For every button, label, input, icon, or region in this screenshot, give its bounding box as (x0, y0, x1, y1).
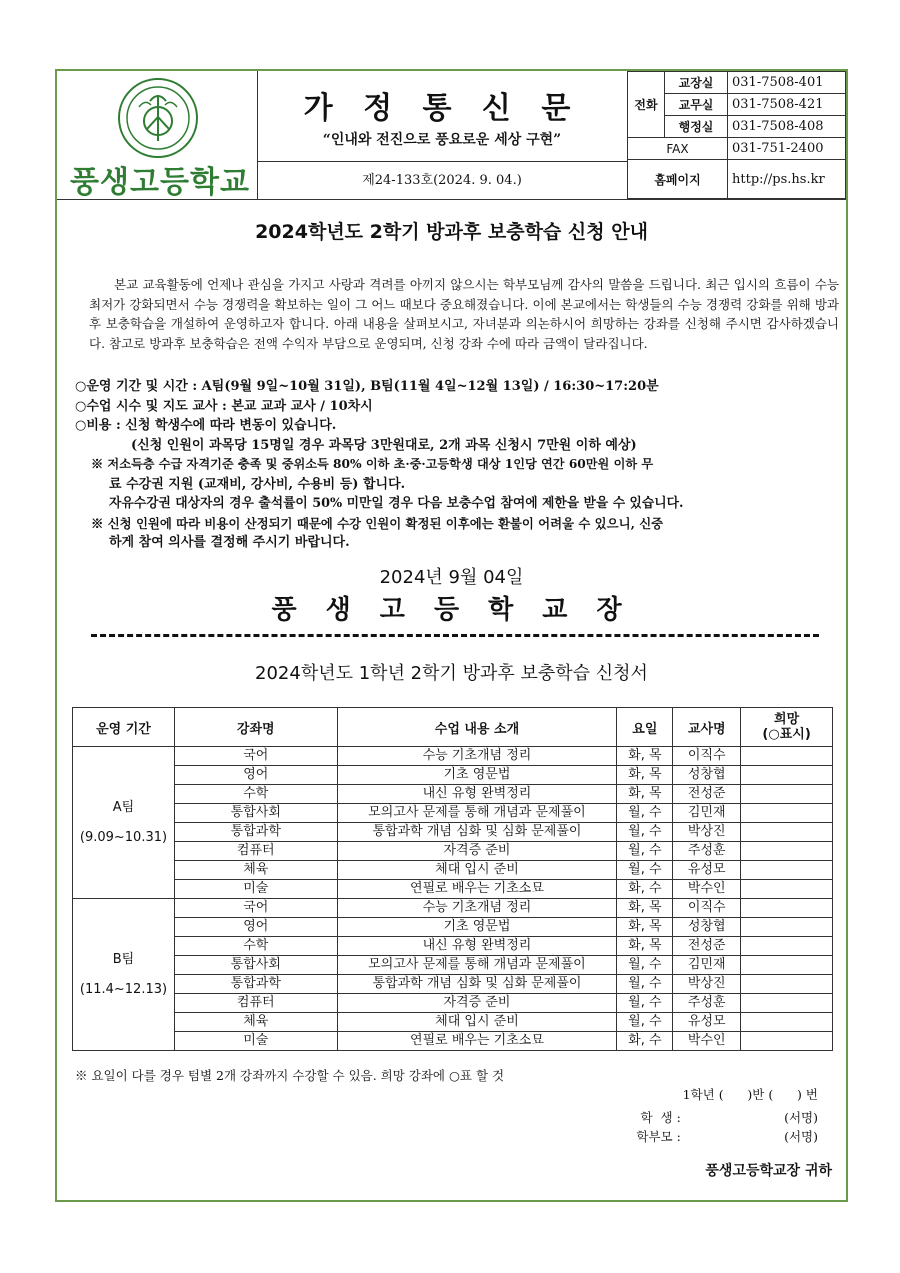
class-number-line: 1학년 ( )반 ( ) 번 (682, 1087, 818, 1102)
course-teacher: 유성모 (673, 1013, 741, 1032)
course-subject: 국어 (174, 747, 337, 766)
course-days: 화, 수 (617, 1032, 673, 1051)
course-days: 월, 수 (617, 861, 673, 880)
course-teacher: 유성모 (673, 861, 741, 880)
team-date-range: (9.09~10.31) (79, 829, 168, 845)
table-row (73, 804, 833, 823)
wish-mark-cell[interactable] (741, 842, 833, 861)
course-days: 월, 수 (617, 842, 673, 861)
course-teacher: 성창협 (673, 918, 741, 937)
course-content: 체대 입시 준비 (337, 861, 617, 880)
school-motto: “인내와 전진으로 풍요로운 세상 구현” (322, 132, 562, 148)
course-teacher: 성창협 (673, 766, 741, 785)
wish-mark-cell[interactable] (741, 956, 833, 975)
course-content: 수능 기초개념 정리 (337, 747, 617, 766)
table-row (73, 861, 833, 880)
course-teacher: 박수인 (673, 1032, 741, 1051)
wish-mark-cell[interactable] (741, 975, 833, 994)
course-days: 화, 목 (617, 918, 673, 937)
contact-label: 행정실 (665, 116, 728, 138)
school-seal-icon (117, 77, 199, 159)
table-header-row (73, 708, 833, 747)
contact-table (627, 71, 846, 199)
school-logo-area (57, 71, 258, 199)
wish-mark-cell[interactable] (741, 994, 833, 1013)
wish-mark-cell[interactable] (741, 861, 833, 880)
course-content: 기초 영문법 (337, 918, 617, 937)
course-days: 화, 목 (617, 785, 673, 804)
column-header: 교사명 (673, 708, 741, 747)
issue-date: 2024년 9월 04일 (379, 567, 524, 588)
course-days: 월, 수 (617, 823, 673, 842)
course-content: 체대 입시 준비 (337, 1013, 617, 1032)
title-area (257, 71, 628, 199)
wish-mark-cell[interactable] (741, 785, 833, 804)
column-header: 수업 내용 소개 (337, 708, 617, 747)
team-name: A팀 (112, 799, 135, 815)
course-content: 연필로 배우는 기초소묘 (337, 1032, 617, 1051)
contact-label: 교장실 (665, 72, 728, 94)
course-teacher: 전성준 (673, 785, 741, 804)
course-days: 화, 목 (617, 747, 673, 766)
form-title: 2024학년도 1학년 2학기 방과후 보충학습 신청서 (255, 663, 648, 684)
course-content: 모의고사 문제를 통해 개념과 문제풀이 (337, 804, 617, 823)
principal-name: 풍 생 고 등 학 교 장 (271, 595, 632, 625)
course-subject: 수학 (174, 937, 337, 956)
course-teacher: 박수인 (673, 880, 741, 899)
course-content: 내신 유형 완벽정리 (337, 937, 617, 956)
wish-mark-cell[interactable] (741, 880, 833, 899)
course-content: 기초 영문법 (337, 766, 617, 785)
course-days: 월, 수 (617, 1013, 673, 1032)
course-subject: 미술 (174, 1032, 337, 1051)
table-row (73, 785, 833, 804)
column-header: 운영 기간 (73, 708, 175, 747)
course-days: 월, 수 (617, 975, 673, 994)
table-row (73, 937, 833, 956)
course-content: 통합과학 개념 심화 및 심화 문제풀이 (337, 975, 617, 994)
course-teacher: 전성준 (673, 937, 741, 956)
column-header: 희망 (○표시) (741, 708, 833, 747)
contact-box (627, 71, 846, 199)
table-row (73, 842, 833, 861)
fax-label: FAX (628, 138, 728, 160)
course-teacher: 주성훈 (673, 842, 741, 861)
team-date-range: (11.4~12.13) (79, 981, 168, 997)
notice-title: 2024학년도 2학기 방과후 보충학습 신청 안내 (255, 221, 648, 243)
document-frame (55, 69, 848, 1202)
course-content: 모의고사 문제를 통해 개념과 문제풀이 (337, 956, 617, 975)
column-header: 강좌명 (174, 708, 337, 747)
wish-mark-cell[interactable] (741, 823, 833, 842)
course-subject: 수학 (174, 785, 337, 804)
voucher-note-cont: 료 수강권 지원 (교재비, 강사비, 수용비 등) 합니다. (109, 476, 406, 492)
wish-mark-cell[interactable] (741, 747, 833, 766)
table-row (73, 747, 833, 766)
issue-number: 제24-133호(2024. 9. 04.) (257, 161, 627, 200)
cost-detail: (신청 인원이 과목당 15명일 경우 과목당 3만원대로, 2개 과목 신청시 7만원 이하 예상) (131, 437, 637, 453)
homepage-link[interactable]: http://ps.hs.kr (728, 160, 846, 199)
homepage-label: 홈페이지 (628, 160, 728, 199)
course-teacher: 박상진 (673, 975, 741, 994)
course-content: 통합과학 개념 심화 및 심화 문제풀이 (337, 823, 617, 842)
team-period-cell (73, 747, 175, 899)
table-row (73, 899, 833, 918)
table-row (73, 956, 833, 975)
course-content: 수능 기초개념 정리 (337, 899, 617, 918)
table-row (73, 918, 833, 937)
team-period-cell (73, 899, 175, 1051)
contact-value: 031-7508-401 (728, 72, 846, 94)
cut-line (91, 634, 819, 637)
table-row (73, 766, 833, 785)
course-subject: 영어 (174, 918, 337, 937)
course-teacher: 이직수 (673, 899, 741, 918)
phone-label: 전화 (628, 72, 665, 138)
refund-note-cont: 하게 참여 의사를 결정해 주시기 바랍니다. (109, 535, 350, 550)
voucher-note: ※ 저소득층 수급 자격기준 충족 및 중위소득 80% 이하 초·중·고등학생 대상 1인당 연간 60만원 이하 무 (91, 457, 654, 471)
letter-header (57, 71, 846, 200)
form-footnote: ※ 요일이 다를 경우 텀별 2개 강좌까지 수강할 수 있음. 희망 강좌에 ○표 할 것 (75, 1068, 505, 1083)
course-table (72, 707, 833, 1051)
wish-mark-cell[interactable] (741, 804, 833, 823)
hours-item: ○수업 시수 및 지도 교사 : 본교 교과 교사 / 10차시 (75, 398, 373, 414)
course-teacher: 주성훈 (673, 994, 741, 1013)
wish-mark-cell[interactable] (741, 1013, 833, 1032)
course-subject: 미술 (174, 880, 337, 899)
course-days: 월, 수 (617, 956, 673, 975)
course-content: 자격증 준비 (337, 994, 617, 1013)
course-subject: 영어 (174, 766, 337, 785)
refund-note: ※ 신청 인원에 따라 비용이 산정되기 때문에 수강 인원이 확정된 이후에는 환불이 어려울 수 있으니, 신중 (91, 515, 664, 531)
wish-mark-cell[interactable] (741, 766, 833, 785)
course-teacher: 김민재 (673, 804, 741, 823)
table-row (73, 994, 833, 1013)
contact-label: 교무실 (665, 94, 728, 116)
contact-value: 031-7508-421 (728, 94, 846, 116)
school-logo-text: 풍생고등학교 (70, 165, 250, 200)
course-subject: 컴퓨터 (174, 842, 337, 861)
table-row (73, 880, 833, 899)
student-signature-line: 학 생 : (서명) (640, 1110, 818, 1125)
addressee: 풍생고등학교장 귀하 (705, 1163, 832, 1179)
fax-value: 031-751-2400 (728, 138, 846, 160)
course-subject: 체육 (174, 1013, 337, 1032)
column-header: 요일 (617, 708, 673, 747)
wish-mark-cell[interactable] (741, 937, 833, 956)
team-name: B팀 (112, 951, 135, 967)
course-teacher: 이직수 (673, 747, 741, 766)
course-subject: 컴퓨터 (174, 994, 337, 1013)
course-content: 연필로 배우는 기초소묘 (337, 880, 617, 899)
letter-title: 가 정 통 신 문 (303, 91, 581, 126)
wish-mark-cell[interactable] (741, 899, 833, 918)
course-subject: 통합과학 (174, 823, 337, 842)
info-items (75, 377, 840, 553)
parent-signature-line: 학부모 : (서명) (636, 1129, 818, 1144)
course-subject: 국어 (174, 899, 337, 918)
course-teacher: 김민재 (673, 956, 741, 975)
course-content: 내신 유형 완벽정리 (337, 785, 617, 804)
course-subject: 통합사회 (174, 956, 337, 975)
course-days: 월, 수 (617, 804, 673, 823)
course-days: 월, 수 (617, 994, 673, 1013)
table-row (73, 1032, 833, 1051)
intro-paragraph: 본교 교육활동에 언제나 관심을 가지고 사랑과 격려를 아끼지 않으시는 학부모님께 감사의 말씀을 드립니다. 최근 입시의 흐름이 수능 최저가 강화되면서 수능 경쟁력을 확보하는 일이 그 어느 때보다 중요해졌습니다. 이에 본교에서는 학생들의 수능 경쟁력 강화를 위해 방과후 보충학습을 개설하여 운영하고자 합니다. 아래 내용을 살펴보시고, 자녀분과 의논하시어 희망하는 강좌를 신청해 주시면 감사하겠습니다. 참고로 방과후 보충학습은 전액 수익자 부담으로 운영되며, 신청 강좌 수에 따라 금액이 달라집니다. (89, 277, 839, 351)
wish-mark-cell[interactable] (741, 1032, 833, 1051)
course-days: 화, 목 (617, 899, 673, 918)
wish-mark-cell[interactable] (741, 918, 833, 937)
table-row (73, 1013, 833, 1032)
course-content: 자격증 준비 (337, 842, 617, 861)
table-row (73, 823, 833, 842)
course-days: 화, 수 (617, 880, 673, 899)
course-subject: 통합사회 (174, 804, 337, 823)
attendance-note: 자유수강권 대상자의 경우 출석률이 50% 미만일 경우 다음 보충수업 참여에 제한을 받을 수 있습니다. (109, 496, 684, 511)
contact-value: 031-7508-408 (728, 116, 846, 138)
course-days: 화, 목 (617, 937, 673, 956)
cost-item: ○비용 : 신청 학생수에 따라 변동이 있습니다. (75, 418, 337, 433)
course-subject: 체육 (174, 861, 337, 880)
period-item: ○운영 기간 및 시간 : A팀(9월 9일~10월 31일), B팀(11월 4일~12월 13일) / 16:30~17:20분 (75, 379, 659, 394)
course-teacher: 박상진 (673, 823, 741, 842)
course-subject: 통합과학 (174, 975, 337, 994)
course-days: 화, 목 (617, 766, 673, 785)
table-row (73, 975, 833, 994)
